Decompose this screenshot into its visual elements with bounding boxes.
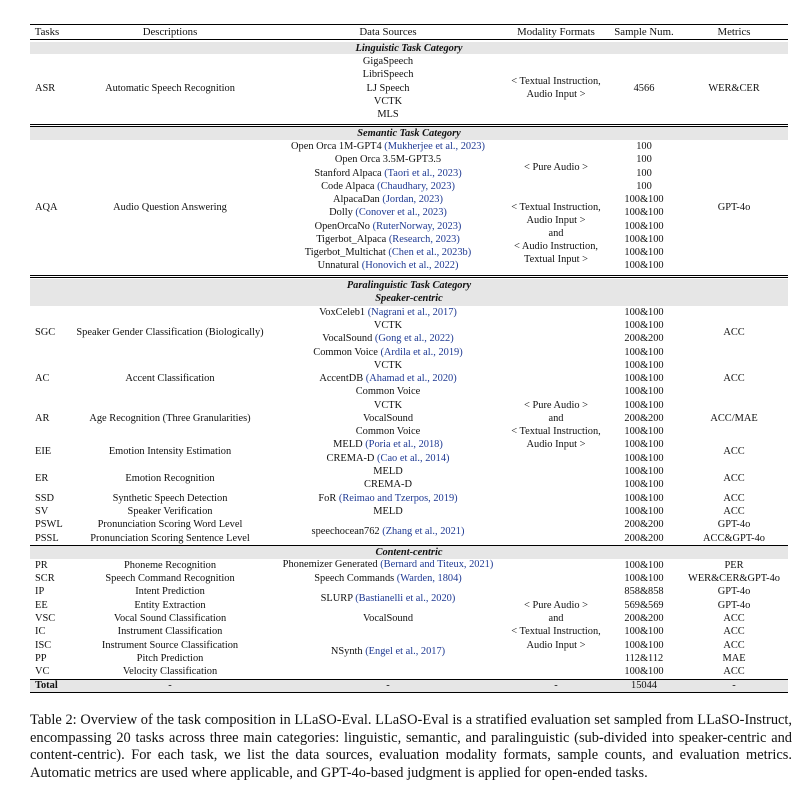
modality-line: < Pure Audio > (524, 400, 588, 411)
metric: ACC (723, 613, 745, 624)
sample-count: 112&112 (624, 653, 664, 664)
task-description: Emotion Intensity Estimation (108, 446, 232, 457)
source-vctk: VCTK (373, 96, 403, 107)
category-semantic: Semantic Task Category (357, 128, 461, 139)
sample-count: 100&100 (624, 506, 664, 517)
source-citation[interactable]: (Warden, 1804) (396, 573, 462, 584)
modality-line: Audio Input > (526, 89, 586, 100)
total-value: 15044 (631, 680, 657, 691)
source-name: MELD (333, 439, 363, 450)
metric: ACC (723, 373, 745, 384)
task-description: Pronunciation Scoring Word Level (97, 519, 243, 530)
source-name: FoR (318, 493, 337, 504)
task-code: SGC (35, 327, 56, 338)
bottom-rule (30, 692, 788, 693)
rule-before-total (30, 679, 788, 680)
sample-count: 100&100 (624, 666, 664, 677)
source-citation[interactable]: (Reimao and Tzerpos, 2019) (338, 493, 458, 504)
category-paralinguistic: Paralinguistic Task Category (346, 280, 472, 291)
metric: ACC (723, 473, 745, 484)
task-code: AR (35, 413, 50, 424)
header-rule (30, 39, 788, 40)
sample-count: 100&100 (624, 260, 664, 271)
source-name: VCTK (373, 400, 403, 411)
source-citation[interactable]: (Zhang et al., 2021) (382, 526, 465, 537)
modality-line: and (548, 413, 564, 424)
source-name: MELD (373, 466, 403, 477)
sample-count: 100&100 (624, 194, 664, 205)
modality-line: Audio Input > (526, 215, 586, 226)
sample-count: 100&100 (624, 426, 664, 437)
sample-count: 100 (636, 154, 652, 165)
source-row (314, 573, 462, 585)
sample-count: 100 (636, 168, 652, 179)
source-row (329, 207, 447, 219)
metric: ACC (723, 666, 745, 677)
source-librispeech: LibriSpeech (362, 69, 414, 80)
source-citation[interactable]: (Chaudhary, 2023) (377, 181, 455, 192)
source-name: Tigerbot_Alpaca (316, 234, 387, 245)
sample-count: 100&100 (624, 560, 664, 571)
total-dash: - (386, 680, 390, 691)
source-citation[interactable]: (Ahamad et al., 2020) (365, 373, 457, 384)
source-row (312, 526, 465, 538)
source-name: Open Orca 1M-GPT4 (291, 141, 382, 152)
task-code: VC (35, 666, 50, 677)
sample-count: 858&858 (624, 586, 664, 597)
source-name: Stanford Alpaca (314, 168, 382, 179)
source-citation[interactable]: (Bastianelli et al., 2020) (355, 593, 456, 604)
category-linguistic: Linguistic Task Category (355, 43, 463, 54)
rule-after-linguistic (30, 124, 788, 125)
task-description: Pitch Prediction (136, 653, 204, 664)
source-row (321, 181, 455, 193)
sample-count: 100&100 (624, 573, 664, 584)
source-name: NSynth (330, 646, 363, 657)
task-code: PR (35, 560, 48, 571)
total-dash: - (732, 680, 736, 691)
sample-count: 100 (636, 141, 652, 152)
total-label: Total (35, 680, 58, 691)
source-citation[interactable]: (Research, 2023) (388, 234, 460, 245)
top-rule (30, 24, 788, 25)
sample-count: 100&100 (624, 360, 664, 371)
modality-line: < Audio Instruction, (513, 241, 599, 252)
task-code: VSC (35, 613, 56, 624)
source-citation[interactable]: (Jordan, 2023) (382, 194, 443, 205)
task-code: PSSL (35, 533, 59, 544)
header-modality-formats: Modality Formats (517, 26, 595, 38)
source-row (318, 493, 457, 505)
source-citation[interactable]: (Engel et al., 2017) (365, 646, 446, 657)
metric: MAE (722, 653, 746, 664)
source-name: VocalSound (322, 333, 373, 344)
task-code: SSD (35, 493, 55, 504)
source-citation[interactable]: (Bernard and Titeux, 2021) (380, 559, 494, 570)
modality-line: < Textual Instruction, (511, 426, 601, 437)
source-name: AlpacaDan (333, 194, 380, 205)
source-citation[interactable]: (RuterNorway, 2023) (372, 221, 462, 232)
source-name: Dolly (329, 207, 353, 218)
sample-count: 100&100 (624, 207, 664, 218)
task-description: Speaker Gender Classification (Biologically) (76, 327, 264, 338)
source-row (331, 646, 445, 658)
sample-count: 100&100 (624, 247, 664, 258)
source-citation[interactable]: (Ardila et al., 2019) (380, 347, 463, 358)
sample-count: 100 (636, 181, 652, 192)
sample-count: 200&200 (624, 333, 664, 344)
source-name: speechocean762 (311, 526, 380, 537)
sample-count: 100&100 (624, 373, 664, 384)
task-description: Intent Prediction (135, 586, 205, 597)
metric: ACC (723, 446, 745, 457)
source-citation[interactable]: (Mukherjee et al., 2023) (384, 141, 485, 152)
task-code: IP (35, 586, 45, 597)
source-row (315, 221, 462, 233)
sample-count: 100&100 (624, 320, 664, 331)
task-description: Accent Classification (125, 373, 215, 384)
metric: ACC&GPT-4o (703, 533, 765, 544)
task-description: Phoneme Recognition (123, 560, 217, 571)
metric: WER&CER (708, 83, 760, 94)
sample-count: 100&100 (624, 307, 664, 318)
source-row (319, 373, 456, 385)
modality-line: Audio Input > (526, 439, 586, 450)
source-row (333, 194, 443, 206)
metric: GPT-4o (717, 586, 751, 597)
source-name: Unnatural (317, 260, 360, 271)
source-citation[interactable]: (Gong et al., 2022) (374, 333, 454, 344)
sample-count: 4566 (633, 83, 655, 94)
metric: GPT-4o (717, 519, 751, 530)
source-citation[interactable]: (Taori et al., 2023) (384, 168, 462, 179)
sample-count: 200&200 (624, 519, 664, 530)
header-tasks: Tasks (34, 26, 60, 38)
sample-count: 100&100 (624, 234, 664, 245)
modality-line: < Textual Instruction, (511, 202, 601, 213)
source-row (319, 307, 457, 319)
task-description: Entity Extraction (134, 600, 206, 611)
task-description: Automatic Speech Recognition (105, 83, 235, 94)
modality-line: < Pure Audio > (524, 600, 588, 611)
source-row (327, 453, 450, 465)
modality-line: and (548, 228, 564, 239)
source-row (333, 439, 443, 451)
source-row (314, 168, 461, 180)
subcategory-speaker-centric: Speaker-centric (375, 293, 443, 304)
source-mls: MLS (377, 109, 399, 120)
sample-count: 100&100 (624, 347, 664, 358)
source-name: CREMA-D (364, 479, 412, 490)
sample-count: 100&100 (624, 221, 664, 232)
sample-count: 100&100 (624, 466, 664, 477)
task-description: Instrument Classification (117, 626, 223, 637)
metric: GPT-4o (717, 600, 751, 611)
source-name: SLURP (320, 593, 353, 604)
metric: ACC (723, 327, 745, 338)
metric: ACC (723, 506, 745, 517)
total-dash: - (168, 680, 172, 691)
metric: ACC (723, 640, 745, 651)
task-composition-table (30, 24, 788, 694)
task-description: Pronunciation Scoring Sentence Level (90, 533, 250, 544)
source-citation[interactable]: (Cao et al., 2014) (377, 453, 450, 464)
source-row (318, 260, 459, 272)
source-citation[interactable]: (Poria et al., 2018) (365, 439, 443, 450)
sample-count: 100&100 (624, 479, 664, 490)
sample-count: 569&569 (624, 600, 664, 611)
source-ljspeech: LJ Speech (366, 83, 410, 94)
source-row (283, 559, 494, 571)
sample-count: 100&100 (624, 626, 664, 637)
header-data-sources: Data Sources (359, 26, 417, 38)
sample-count: 200&200 (624, 413, 664, 424)
source-citation[interactable]: (Conover et al., 2023) (355, 207, 447, 218)
sample-count: 100&100 (624, 439, 664, 450)
source-citation[interactable]: (Honovich et al., 2022) (361, 260, 459, 271)
modality-line: < Textual Instruction, (511, 76, 601, 87)
source-name: Tigerbot_Multichat (304, 247, 386, 258)
subcategory-content-centric: Content-centric (375, 547, 443, 558)
source-row (316, 234, 460, 246)
total-dash: - (554, 680, 558, 691)
task-description: Vocal Sound Classification (113, 613, 227, 624)
rule-after-semantic (30, 275, 788, 276)
task-code: ISC (35, 640, 52, 651)
task-description: Speaker Verification (127, 506, 213, 517)
source-name: Common Voice (313, 347, 378, 358)
source-row (291, 141, 485, 153)
task-description: Instrument Source Classification (101, 640, 239, 651)
task-code: SCR (35, 573, 55, 584)
table-caption: Table 2: Overview of the task composition in LLaSO-Eval. LLaSO-Eval is a stratified evaluation set sampled from LLaSO-Instruct, encompassing 20 tasks across three main categories: linguistic, semantic, and paralinguistic (sub-divided into speaker-centric and content-centric). For each task, we list the data sources, evaluation modality formats, sample counts, and evaluation metrics. Automatic metrics are used where applicable, and GPT-4o-based judgment is applied for open-ended tasks. (30, 712, 792, 781)
sample-count: 100&100 (624, 386, 664, 397)
modality-line: Textual Input > (524, 254, 588, 265)
task-code: AQA (35, 202, 58, 213)
modality-line: Audio Input > (526, 640, 586, 651)
metric: ACC (723, 626, 745, 637)
task-code: SV (35, 506, 49, 517)
source-name: Phonemizer Generated (282, 559, 378, 570)
header-descriptions: Descriptions (142, 26, 198, 38)
source-name: Common Voice (355, 386, 421, 397)
task-description: Speech Command Recognition (105, 573, 235, 584)
source-name: MELD (373, 506, 403, 517)
task-description: Synthetic Speech Detection (112, 493, 228, 504)
task-description: Velocity Classification (122, 666, 218, 677)
source-row (313, 347, 462, 359)
metric: WER&CER&GPT-4o (688, 573, 780, 584)
source-name: VCTK (373, 360, 403, 371)
source-name: VCTK (373, 320, 403, 331)
source-name: Common Voice (355, 426, 421, 437)
metric: ACC (723, 493, 745, 504)
task-code: PSWL (35, 519, 63, 530)
source-name: Speech Commands (314, 573, 395, 584)
task-code: IC (35, 626, 46, 637)
task-description: Audio Question Answering (113, 202, 227, 213)
task-code: ASR (35, 83, 56, 94)
header-metrics: Metrics (717, 26, 751, 38)
source-name: VoxCeleb1 (319, 307, 366, 318)
source-row (321, 593, 456, 605)
metric: ACC/MAE (710, 413, 758, 424)
sample-count: 200&200 (624, 533, 664, 544)
metric: PER (724, 560, 744, 571)
modality-line: < Pure Audio > (524, 162, 588, 173)
source-name: VocalSound (362, 613, 414, 624)
modality-line: < Textual Instruction, (511, 626, 601, 637)
task-code: EE (35, 600, 48, 611)
task-description: Age Recognition (Three Granularities) (89, 413, 251, 424)
sample-count: 100&100 (624, 400, 664, 411)
sample-count: 200&200 (624, 613, 664, 624)
rule-after-semantic-2 (30, 277, 788, 278)
source-citation[interactable]: (Chen et al., 2023b) (388, 247, 472, 258)
task-code: ER (35, 473, 49, 484)
source-name: AccentDB (319, 373, 364, 384)
task-code: EIE (35, 446, 52, 457)
modality-line: and (548, 613, 564, 624)
source-row (305, 247, 471, 259)
task-description: Emotion Recognition (125, 473, 215, 484)
source-row (322, 333, 453, 345)
task-code: AC (35, 373, 50, 384)
source-gigaspeech: GigaSpeech (362, 56, 414, 67)
source-name: OpenOrcaNo (314, 221, 371, 232)
sample-count: 100&100 (624, 493, 664, 504)
total-band (30, 679, 788, 692)
task-code: PP (35, 653, 47, 664)
metric: GPT-4o (717, 202, 751, 213)
header-sample-num: Sample Num. (614, 26, 674, 38)
source-name: CREMA-D (326, 453, 375, 464)
source-name: VocalSound (362, 413, 414, 424)
source-name: Code Alpaca (321, 181, 375, 192)
source-name: Open Orca 3.5M-GPT3.5 (334, 154, 442, 165)
sample-count: 100&100 (624, 640, 664, 651)
sample-count: 100&100 (624, 453, 664, 464)
source-citation[interactable]: (Nagrani et al., 2017) (367, 307, 457, 318)
